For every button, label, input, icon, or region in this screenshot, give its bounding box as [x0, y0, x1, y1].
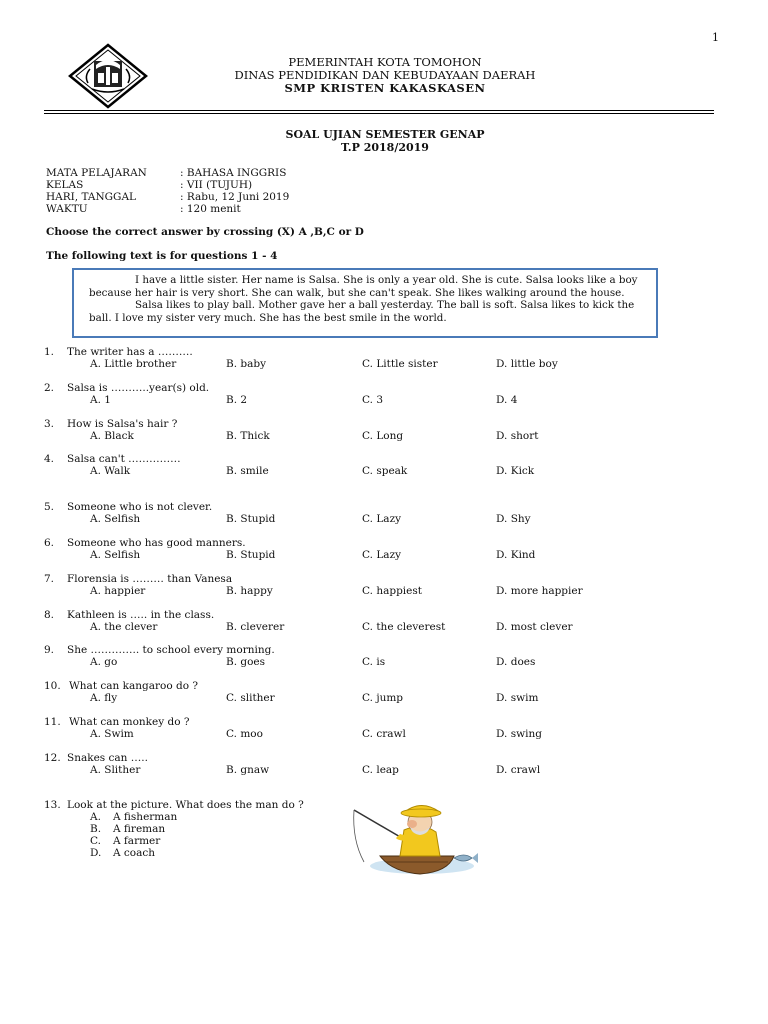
option-d: D. more happier [496, 585, 583, 597]
question-number: 11. [44, 716, 61, 728]
option-b: B. gnaw [226, 764, 270, 776]
passage-intro: The following text is for questions 1 - 4 [46, 250, 278, 262]
school-logo [68, 43, 148, 109]
option-text: A coach [113, 847, 156, 859]
option-a: A. Swim [90, 728, 134, 740]
instruction: Choose the correct answer by crossing (X) A ,B,C or D [46, 226, 364, 238]
meta-label: HARI, TANGGAL [46, 191, 136, 203]
option-a: A. Black [90, 430, 134, 442]
option-a: A. go [90, 656, 118, 668]
meta-label: KELAS [46, 179, 84, 191]
question-number: 6. [44, 537, 55, 549]
option-b: B. cleverer [226, 621, 285, 633]
question-stem: What can monkey do ? [69, 716, 190, 728]
option-text: A fisherman [113, 811, 178, 823]
option-letter: C. [90, 835, 101, 847]
option-b: B. happy [226, 585, 273, 597]
option-b: C. slither [226, 692, 275, 704]
option-b: C. moo [226, 728, 263, 740]
question-stem: Salsa can't …………… [67, 453, 181, 465]
option-b: B. 2 [226, 394, 248, 406]
option-a: A. 1 [90, 394, 111, 406]
question-stem: Look at the picture. What does the man do ? [67, 799, 304, 811]
fisherman-illustration [350, 800, 480, 880]
header-school: SMP KRISTEN KAKASKASEN [284, 81, 486, 95]
option-d: D. swim [496, 692, 539, 704]
option-c: C. is [362, 656, 386, 668]
question-stem: Florensia is ……… than Vanesa [67, 573, 233, 585]
meta-value: : 120 menit [180, 203, 241, 215]
option-d: D. Kind [496, 549, 536, 561]
option-b: B. Stupid [226, 549, 276, 561]
header-government: PEMERINTAH KOTA TOMOHON [288, 55, 482, 69]
option-c: C. jump [362, 692, 404, 704]
exam-year: T.P 2018/2019 [341, 141, 429, 154]
option-d: D. most clever [496, 621, 573, 633]
option-text: A farmer [113, 835, 161, 847]
passage-paragraph: I have a little sister. Her name is Salsa. She is only a year old. She is cute. Salsa looks like a boy because her hair is very short. She can walk, but she can't speak. She likes walking around the house. [89, 274, 638, 299]
meta-value: : BAHASA INGGRIS [180, 167, 287, 179]
option-b: B. smile [226, 465, 269, 477]
question-number: 1. [44, 346, 55, 358]
question-number: 2. [44, 382, 55, 394]
question-stem: Salsa is ………..year(s) old. [67, 382, 210, 394]
question-number: 13. [44, 799, 61, 811]
question-stem: She ………….. to school every morning. [67, 644, 275, 656]
option-a: A. Little brother [90, 358, 177, 370]
question-stem: Someone who is not clever. [67, 501, 213, 513]
option-c: C. Long [362, 430, 404, 442]
option-d: D. Kick [496, 465, 535, 477]
option-a: A. Selfish [90, 513, 141, 525]
option-c: C. leap [362, 764, 399, 776]
exam-title: SOAL UJIAN SEMESTER GENAP [285, 128, 485, 141]
header-rule-thin [44, 113, 714, 114]
option-b: B. baby [226, 358, 267, 370]
question-number: 12. [44, 752, 61, 764]
meta-value: : Rabu, 12 Juni 2019 [180, 191, 290, 203]
option-d: D. little boy [496, 358, 558, 370]
option-d: D. crawl [496, 764, 541, 776]
reading-passage [72, 268, 658, 338]
question-number: 7. [44, 573, 55, 585]
option-a: A. the clever [90, 621, 158, 633]
option-a: A. happier [90, 585, 146, 597]
option-letter: A. [90, 811, 101, 823]
question-number: 8. [44, 609, 55, 621]
option-letter: D. [90, 847, 102, 859]
option-d: D. swing [496, 728, 542, 740]
option-a: A. Slither [90, 764, 141, 776]
question-number: 3. [44, 418, 55, 430]
question-stem: Kathleen is ….. in the class. [67, 609, 215, 621]
page-number: 1 [712, 31, 719, 44]
option-a: A. fly [90, 692, 118, 704]
question-stem: What can kangaroo do ? [69, 680, 198, 692]
option-b: B. Thick [226, 430, 270, 442]
question-number: 4. [44, 453, 55, 465]
option-c: C. Lazy [362, 513, 402, 525]
option-b: B. Stupid [226, 513, 276, 525]
option-text: A fireman [113, 823, 166, 835]
option-d: D. short [496, 430, 539, 442]
option-c: C. Little sister [362, 358, 438, 370]
option-c: C. the cleverest [362, 621, 446, 633]
option-c: C. crawl [362, 728, 406, 740]
option-c: C. happiest [362, 585, 422, 597]
question-stem: How is Salsa's hair ? [67, 418, 178, 430]
question-number: 5. [44, 501, 55, 513]
header-rule [44, 110, 714, 111]
header-department: DINAS PENDIDIKAN DAN KEBUDAYAAN DAERAH [234, 68, 536, 82]
meta-label: MATA PELAJARAN [46, 167, 147, 179]
question-stem: Snakes can ….. [67, 752, 148, 764]
question-stem: Someone who has good manners. [67, 537, 246, 549]
option-d: D. does [496, 656, 536, 668]
meta-label: WAKTU [46, 203, 88, 215]
option-b: B. goes [226, 656, 266, 668]
meta-value: : VII (TUJUH) [180, 179, 253, 191]
passage-paragraph: Salsa likes to play ball. Mother gave her a ball yesterday. The ball is soft. Salsa likes to kick the ball. I love my sister very much. She has the best smile in the world. [89, 299, 635, 324]
question-stem: The writer has a ………. [67, 346, 193, 358]
option-c: C. Lazy [362, 549, 402, 561]
option-d: D. Shy [496, 513, 531, 525]
option-d: D. 4 [496, 394, 518, 406]
option-c: C. speak [362, 465, 408, 477]
option-a: A. Selfish [90, 549, 141, 561]
option-a: A. Walk [90, 465, 131, 477]
question-number: 9. [44, 644, 55, 656]
option-c: C. 3 [362, 394, 384, 406]
question-number: 10. [44, 680, 61, 692]
option-letter: B. [90, 823, 102, 835]
